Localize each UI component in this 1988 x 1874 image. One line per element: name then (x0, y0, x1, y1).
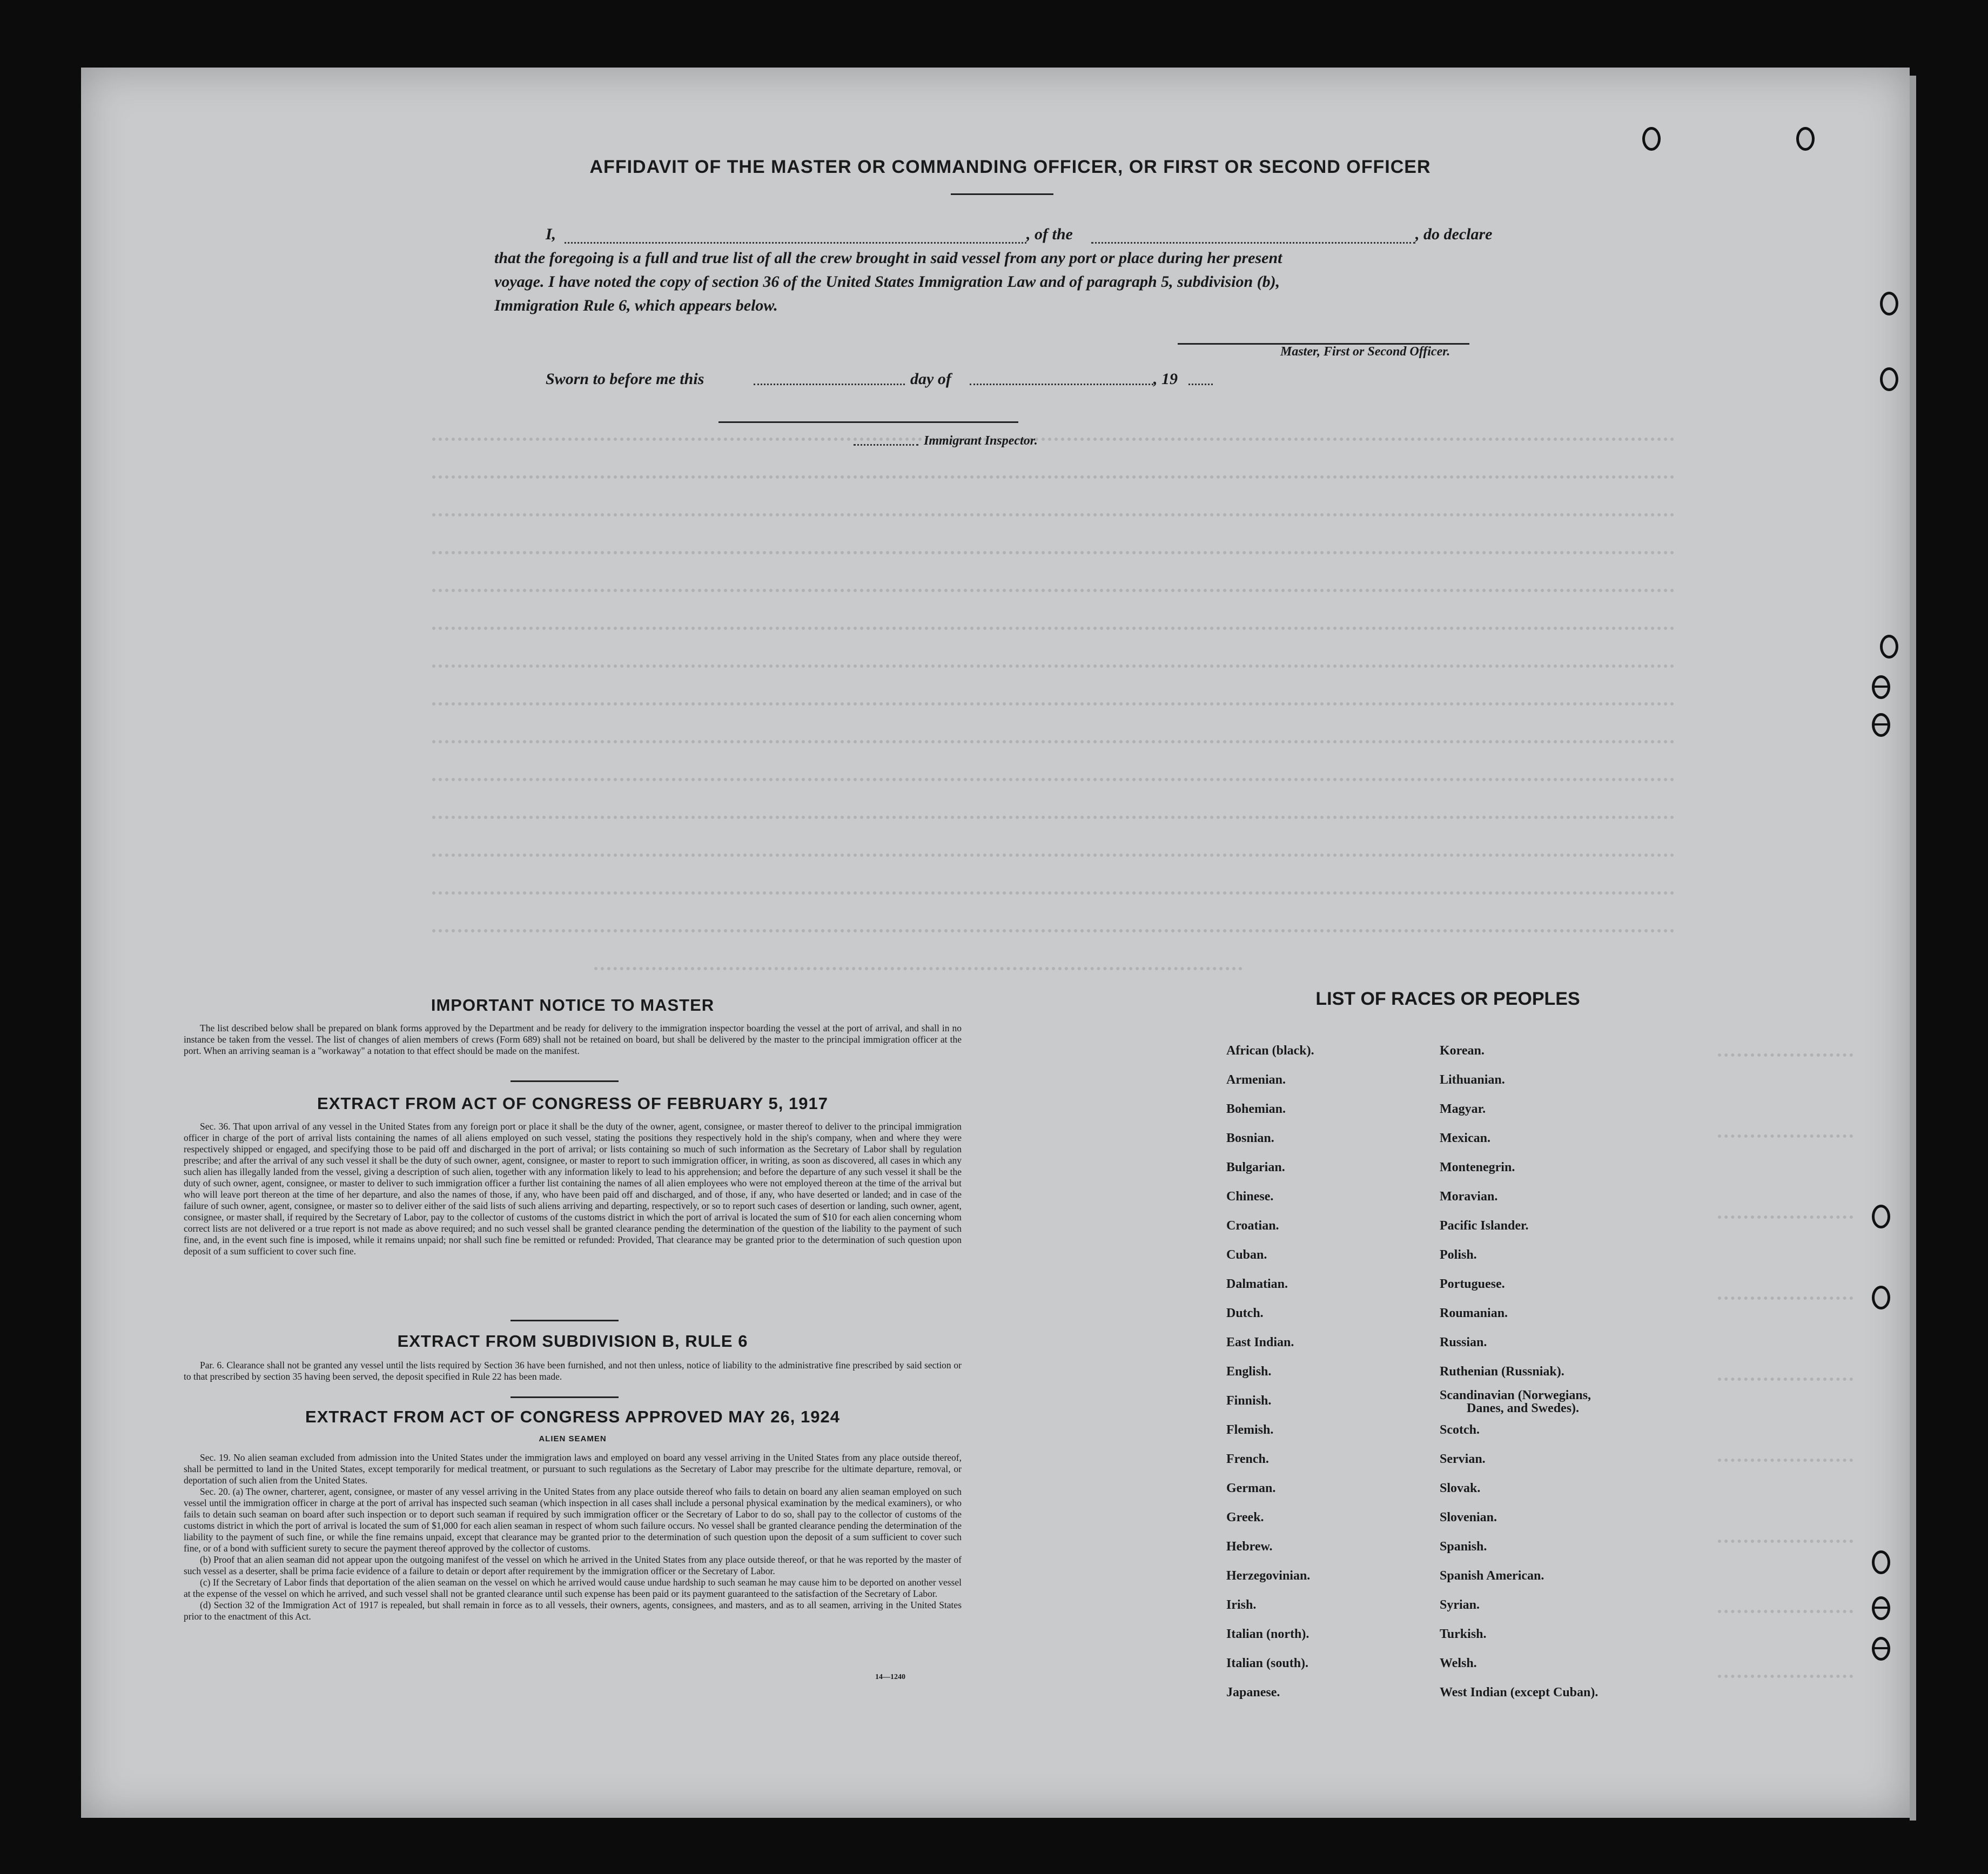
title-underline (951, 193, 1053, 195)
paragraph-sec-20b: (b) Proof that an alien seaman did not appear upon the outgoing manifest of the vessel on which he arrived in the United States from any place outside thereof, or that he was reported by the master of such vessel as a deserter, shall be prima facie evidence of a failure to detain or deport after requirement by the immigration officer or the Secretary of Labor. (184, 1554, 962, 1576)
race-right-22: Welsh. (1440, 1656, 1477, 1670)
race-right-3: Mexican. (1440, 1131, 1490, 1145)
extract-1917-text: Sec. 36. That upon arrival of any vessel in the United States from any foreign port or place it shall be the duty of the owner, agent, consignee, or master thereof to deliver to the principal immigration officer in charge of the port of arrival lists containing the names of all aliens employed on such vessel, stating the positions they respectively hold in the ship's company, when and where they were respectively shipped or engaged, and specifying those to be paid off and discharged in the port of arrival; or lists containing so much of such information as the Secretary of Labor shall by regulation prescribe; and after the arrival of any such vessel it shall be the duty of such owner, agent, consignee, or master to report to such immigration officer, in writing, as soon as discovered, all cases in which any such alien has illegally landed from the vessel, giving a description of such alien, together with any information likely to lead to his apprehension; and before the departure of any such vessel it shall be the duty of such owner, agent, consignee, or master to deliver to such immigration officer a further list containing the names of all alien employees who were not employed thereon at the time of the arrival but who will leave port thereon at the time of her departure, and also the names of those, if any, who have been paid off and discharged, and of those, if any, who have deserted or landed; and in case of the failure of such owner, agent, consignee, or master so to deliver either of the said lists of such aliens arriving and departing, respectively, or so to report such cases of desertion or landing, such owner, agent, consignee, or master shall, if required by the Secretary of Labor, pay to the collector of customs of the customs district in which the port of arrival is located the sum of $10 for each alien concerning whom correct lists are not delivered or a true report is not made as above required; and no such vessel shall be granted clearance pending the determination of the question of the liability to the payment of such fine, and, in the event such fine is imposed, while it remains unpaid; nor shall such fine be remitted or refunded: Provided, That clearance may be granted prior to the determination of such question upon deposit of a sum sufficient to cover such fine. (184, 1121, 962, 1257)
punch-hole (1872, 713, 1890, 737)
race-left-3: Bosnian. (1226, 1131, 1274, 1145)
year-label: , 19 (1153, 370, 1178, 388)
race-left-4: Bulgarian. (1226, 1160, 1285, 1174)
race-right-14: Scotch. (1440, 1423, 1480, 1437)
race-left-7: Cuban. (1226, 1248, 1267, 1262)
race-right-19: Spanish American. (1440, 1569, 1544, 1583)
race-left-2: Bohemian. (1226, 1102, 1286, 1116)
sworn-day-field[interactable] (754, 384, 905, 385)
race-right-0: Korean. (1440, 1044, 1485, 1058)
race-left-11: English. (1226, 1365, 1272, 1379)
race-right-21: Turkish. (1440, 1627, 1487, 1641)
affidavit-declare-label: , do declare (1415, 225, 1493, 243)
divider (511, 1320, 619, 1321)
affidavit-i-label: I, (546, 225, 556, 243)
affidavit-title: AFFIDAVIT OF THE MASTER OR COMMANDING OFFICER, OR FIRST OR SECOND OFFICER (589, 157, 1431, 177)
punch-hole (1880, 292, 1898, 315)
race-right-13: Danes, and Swedes). (1467, 1401, 1580, 1415)
race-right-6: Pacific Islander. (1440, 1219, 1529, 1233)
race-left-9: Dutch. (1226, 1306, 1264, 1320)
race-right-9: Roumanian. (1440, 1306, 1508, 1320)
extract-1924-text (184, 1452, 962, 1622)
race-right-16: Slovak. (1440, 1481, 1481, 1495)
race-left-1: Armenian. (1226, 1073, 1286, 1087)
extract-1924-title: EXTRACT FROM ACT OF CONGRESS APPROVED MAY 26, 1924 (305, 1407, 840, 1426)
race-left-18: Herzegovinian. (1226, 1569, 1311, 1583)
signature-label: Master, First or Second Officer. (1280, 345, 1450, 359)
punch-hole (1872, 1205, 1890, 1228)
notice-title: IMPORTANT NOTICE TO MASTER (431, 996, 715, 1015)
vessel-field[interactable] (1091, 242, 1415, 244)
race-left-21: Italian (south). (1226, 1656, 1309, 1670)
race-right-10: Russian. (1440, 1335, 1487, 1349)
race-left-0: African (black). (1226, 1044, 1314, 1058)
race-right-4: Montenegrin. (1440, 1160, 1515, 1174)
affidavit-line-3: voyage. I have noted the copy of section 36 of the United States Immigration Law and of paragraph 5, subdivision (b), (494, 273, 1280, 291)
inspector-signature-line[interactable] (718, 421, 1018, 423)
punch-hole (1872, 1550, 1890, 1574)
paragraph-sec-20a: Sec. 20. (a) The owner, charterer, agent, consignee, or master of any vessel arriving in the United States from any place outside thereof who fails to detain on board any alien seaman employed on such vessel until the immigration officer in charge at the port of arrival has inspected such seaman (which inspection in all cases shall include a personal physical examination by the medical examiners), or who fails to detain such seaman on board after such inspection or to deport such seaman if required by such immigration officer or the Secretary of Labor to do so, shall pay to the collector of customs of the customs district in which the port of arrival is located the sum of $1,000 for each alien seaman in respect of whom such failure occurs. No vessel shall be granted clearance pending the determination of the liability to the payment of such fine, or while the fine remains unpaid, except that clearance may be granted prior to the determination of such question upon the deposit of a sum sufficient to cover such fine, or of a bond with sufficient surety to secure the payment thereof approved by the collector of customs. (184, 1486, 962, 1554)
race-left-14: French. (1226, 1452, 1269, 1466)
race-left-22: Japanese. (1226, 1685, 1280, 1700)
race-left-10: East Indian. (1226, 1335, 1294, 1349)
race-right-11: Ruthenian (Russniak). (1440, 1365, 1564, 1379)
rule6-title: EXTRACT FROM SUBDIVISION B, RULE 6 (397, 1332, 748, 1351)
punch-hole (1872, 1286, 1890, 1309)
affidavit-line-4: Immigration Rule 6, which appears below. (494, 297, 778, 314)
inspector-label: Immigrant Inspector. (924, 434, 1038, 448)
race-right-20: Syrian. (1440, 1598, 1480, 1612)
race-left-13: Flemish. (1226, 1423, 1274, 1437)
race-right-8: Portuguese. (1440, 1277, 1505, 1291)
race-right-18: Spanish. (1440, 1540, 1487, 1554)
race-right-17: Slovenian. (1440, 1510, 1497, 1524)
extract-1924-subtitle: ALIEN SEAMEN (539, 1434, 607, 1443)
divider (511, 1080, 619, 1082)
punch-hole (1796, 127, 1815, 151)
race-right-15: Servian. (1440, 1452, 1486, 1466)
race-left-5: Chinese. (1226, 1190, 1274, 1204)
race-right-2: Magyar. (1440, 1102, 1486, 1116)
race-left-17: Hebrew. (1226, 1540, 1273, 1554)
race-left-6: Croatian. (1226, 1219, 1279, 1233)
page-edge (1910, 76, 1916, 1821)
punch-hole (1642, 127, 1661, 151)
race-left-19: Irish. (1226, 1598, 1257, 1612)
races-title: LIST OF RACES OR PEOPLES (1315, 989, 1580, 1009)
day-of-label: day of (910, 370, 951, 388)
affidavit-line-2: that the foregoing is a full and true list of all the crew brought in said vessel from any port or place during her present (494, 249, 1282, 267)
punch-hole (1880, 635, 1898, 659)
sworn-label: Sworn to before me this (546, 370, 704, 388)
divider (511, 1396, 619, 1398)
race-left-16: Greek. (1226, 1510, 1264, 1524)
sworn-month-field[interactable] (970, 384, 1153, 385)
punch-hole (1872, 675, 1890, 699)
extract-1917-title: EXTRACT FROM ACT OF CONGRESS OF FEBRUARY 5, 1917 (317, 1094, 828, 1113)
punch-hole (1872, 1637, 1890, 1661)
race-right-7: Polish. (1440, 1248, 1477, 1262)
paragraph-sec-19: Sec. 19. No alien seaman excluded from admission into the United States under the immigration laws and employed on board any vessel arriving in the United States from any place outside thereof, shall be permitted to land in the United States, except temporarily for medical treatment, or pursuant to such regulations as the Secretary of Labor may prescribe for the ultimate departure, removal, or deportation of such alien from the United States. (184, 1452, 962, 1486)
form-number: 14—1240 (875, 1673, 905, 1681)
race-right-23: West Indian (except Cuban). (1440, 1685, 1599, 1700)
inspector-dots (854, 444, 918, 446)
notice-text: The list described below shall be prepared on blank forms approved by the Department and be ready for delivery to the immigration inspector boarding the vessel at the port of arrival, and shall in no instance be taken from the vessel. The list of changes of alien members of crews (Form 689) shall not be retained on board, but shall be delivered by the master to the principal immigration officer at the port. When an arriving seaman is a "workaway" a notation to that effect should be made on the manifest. (184, 1023, 962, 1056)
race-left-15: German. (1226, 1481, 1276, 1495)
paragraph-sec-20d: (d) Section 32 of the Immigration Act of 1917 is repealed, but shall remain in force as to all vessels, their owners, agents, consignees, and masters, and as to all seamen, arriving in the United States prior to the enactment of this Act. (184, 1600, 962, 1622)
paragraph-sec-20c: (c) If the Secretary of Labor finds that deportation of the alien seaman on the vessel on which he arrived would cause undue hardship to such seaman he may cause him to be deported on another vessel at the expense of the vessel on which he arrived, and such vessel shall not be granted clearance until such expense has been paid or its payment guaranteed to the satisfaction of the Secretary of Labor. (184, 1577, 962, 1599)
race-left-8: Dalmatian. (1226, 1277, 1288, 1291)
race-left-20: Italian (north). (1226, 1627, 1309, 1641)
sworn-year-field[interactable] (1188, 384, 1213, 385)
rule6-text: Par. 6. Clearance shall not be granted any vessel until the lists required by Section 36 have been furnished, and not then unless, notice of liability to the administrative fine prescribed by said section or to that prescribed by section 35 having been served, the deposit specified in Rule 22 has been made. (184, 1360, 962, 1382)
race-left-12: Finnish. (1226, 1394, 1272, 1408)
punch-hole (1872, 1596, 1890, 1620)
punch-hole (1880, 367, 1898, 391)
race-right-1: Lithuanian. (1440, 1073, 1505, 1087)
race-right-12: Scandinavian (Norwegians, (1440, 1388, 1591, 1402)
affidavit-of-the-label: , of the (1026, 225, 1073, 243)
name-field[interactable] (565, 242, 1026, 244)
race-right-5: Moravian. (1440, 1190, 1498, 1204)
